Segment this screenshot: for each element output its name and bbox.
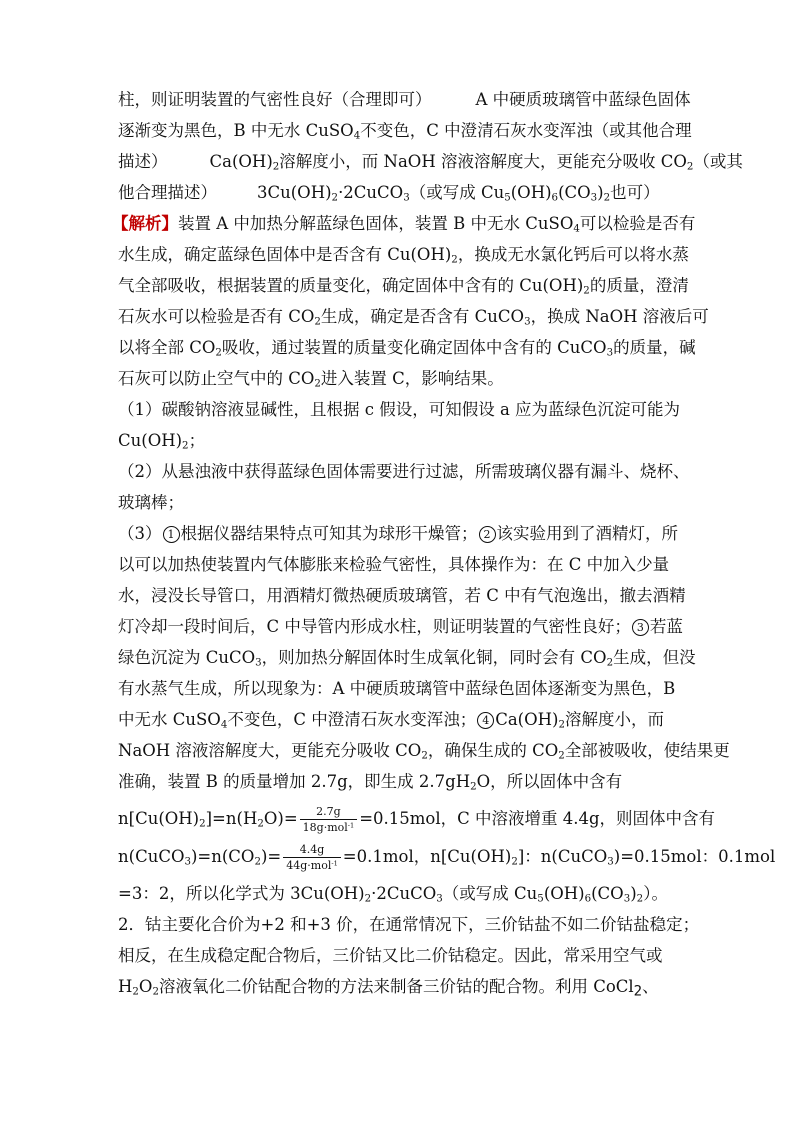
formula: )=: [260, 847, 282, 866]
subscript: 2: [606, 657, 614, 669]
answer-text: （或其: [693, 152, 743, 171]
subscript: 5: [537, 893, 544, 905]
formula: =0.1mol，n[Cu(OH): [342, 847, 512, 866]
question-text: 相反，在生成稳定配合物后，三价钴又比二价钴稳定。因此，常采用空气或: [118, 946, 663, 965]
analysis-text: 石灰可以防止空气中的 CO: [118, 369, 315, 388]
q3-text: 生成，但没: [613, 648, 696, 667]
subscript: 2: [331, 192, 339, 204]
subscript: 5: [504, 192, 511, 204]
superscript: -1: [347, 821, 355, 830]
subscript: 2: [636, 893, 644, 905]
q3-text: 溶解度小，而: [565, 710, 664, 729]
question-2-line-1: [118, 915, 699, 937]
q3-text: O，所以固体中含有: [476, 772, 623, 791]
q2-line-2: [118, 493, 184, 515]
circled-number: 1: [163, 526, 180, 543]
analysis-text: 进入装置 C，影响结果。: [320, 369, 504, 388]
subscript: 2: [152, 986, 159, 998]
q3-text: 水，浸没长导管口，用酒精灯微热硬质玻璃管，若 C 中有气泡逸出，撤去酒精: [118, 586, 686, 605]
q2-line-1: [118, 462, 690, 484]
formula: ·2CuCO: [338, 183, 404, 202]
subscript: 3: [436, 893, 443, 905]
q3-text: 若蓝: [649, 617, 683, 636]
subscript: 2: [470, 781, 477, 793]
subscript: 2: [272, 161, 280, 173]
answer-line-2: [118, 121, 692, 143]
formula: O: [138, 977, 153, 996]
answer-text: （或写成 Cu: [409, 183, 505, 202]
q3-line-12: [118, 884, 668, 906]
analysis-text: 吸收，通过装置的质量变化确定固体中含有的 CuCO: [221, 338, 607, 357]
q1-line-2: [118, 431, 205, 453]
q3-text: 该实验用到了酒精灯，所: [496, 524, 678, 543]
formula: 3Cu(OH): [257, 183, 332, 202]
fraction-numerator: 4.4g: [283, 843, 341, 858]
q3-text: ）。: [643, 884, 668, 903]
answer-text: 逐渐变为黑色，B 中无水 CuSO: [118, 121, 354, 140]
q3-text: 准确，装置 B 的质量增加 2.7g，即生成 2.7gH: [118, 772, 471, 791]
analysis-text: 装置 A 中加热分解蓝绿色固体，装置 B 中无水 CuSO: [178, 214, 574, 233]
circled-number: 3: [632, 619, 649, 636]
subscript: 4: [573, 223, 580, 235]
analysis-line-1: [112, 214, 695, 236]
answer-text: Ca(OH): [209, 152, 273, 171]
formula: ): [597, 183, 604, 202]
answer-text: 也可）: [610, 183, 660, 202]
fraction: [283, 843, 341, 872]
q3-text: 绿色沉淀为 CuCO: [118, 648, 256, 667]
formula: ]：n(CuCO: [517, 847, 608, 866]
answer-line-1: [118, 90, 691, 112]
question-text: 2．钴主要化合价为+2 和+3 价，在通常情况下，三价钴盐不如二价钴盐稳定；: [118, 915, 700, 934]
subscript: 2: [132, 986, 139, 998]
subscript: 3: [255, 657, 262, 669]
subscript: 2: [254, 856, 261, 868]
q3-line-6: [118, 679, 675, 701]
subscript: 2: [558, 719, 565, 731]
q3-text: NaOH 溶液溶解度大，更能充分吸收 CO: [118, 741, 422, 760]
formula: ]=n(H: [205, 809, 258, 828]
q3-text: 有水蒸气生成，所以现象为：A 中硬质玻璃管中蓝绿色固体逐渐变为黑色，B: [118, 679, 676, 698]
analysis-line-3: [118, 276, 689, 298]
q3-text: =0.15mol，C 中溶液增重 4.4g，则固体中含有: [359, 809, 716, 828]
q3-text: 灯冷却一段时间后，C 中导管内形成水柱，则证明装置的气密性良好；: [118, 617, 631, 636]
question-text: 溶液氧化二价钴配合物的方法来制备三价钴的配合物。利用 CoCl: [158, 977, 634, 996]
q3-text: ，则加热分解固体时生成氧化铜，同时会有 CO: [261, 648, 607, 667]
q1-text: ；: [188, 431, 206, 450]
question-2-line-3: [118, 977, 659, 999]
formula: H: [118, 977, 133, 996]
subscript: 3: [184, 856, 191, 868]
subscript: 2: [215, 347, 222, 359]
subscript: 2: [257, 818, 264, 830]
analysis-line-4: [118, 307, 709, 329]
answer-line-3: [118, 152, 743, 174]
q3-text: 全部被吸收，使结果更: [564, 741, 730, 760]
q3-text: 以可以加热使装置内气体膨胀来检验气密性，具体操作为：在 C 中加入少量: [118, 555, 670, 574]
circled-number: 2: [479, 526, 496, 543]
formula: (OH): [543, 884, 585, 903]
subscript: 2: [603, 192, 611, 204]
formula: n(CuCO: [118, 847, 185, 866]
q2-text: 玻璃棒；: [118, 493, 184, 512]
q3-line-3: [118, 586, 686, 608]
formula: (OH): [510, 183, 552, 202]
answer-line-4: [118, 183, 660, 205]
denominator-text: 44g·mol: [286, 859, 332, 872]
analysis-text: 的质量，澄清: [589, 276, 689, 295]
answer-text: 不变色，C 中澄清石灰水变浑浊（或其他合理: [360, 121, 692, 140]
subscript: 2: [314, 378, 321, 390]
denominator-text: 18g·mol: [302, 821, 348, 834]
subscript: 2: [511, 856, 518, 868]
subscript: 4: [220, 719, 228, 731]
answer-text: A 中硬质玻璃管中蓝绿色固体: [475, 90, 691, 109]
analysis-text: 可以检验是否有: [579, 214, 696, 233]
q3-line-1: [118, 524, 678, 546]
formula: ·2CuCO: [371, 884, 437, 903]
subscript: 2: [633, 983, 643, 1000]
circled-number: 4: [477, 712, 494, 729]
q3-line-9: [118, 772, 622, 794]
subscript: 2: [583, 285, 590, 297]
analysis-text: 石灰水可以检验是否有 CO: [118, 307, 315, 326]
formula: ): [630, 884, 637, 903]
answer-text: 柱，则证明装置的气密性良好（合理即可）: [118, 90, 432, 109]
analysis-text: ，换成无水氯化钙后可以将水蒸: [457, 245, 689, 264]
q3-text: 根据仪器结果特点可知其为球形干燥管；: [180, 524, 478, 543]
subscript: 6: [584, 893, 592, 905]
formula: n[Cu(OH): [118, 809, 200, 828]
answer-text: 他合理描述）: [118, 183, 217, 202]
analysis-text: 水生成，确定蓝绿色固体中是否含有 Cu(OH): [118, 245, 452, 264]
q2-text: （2）从悬浊液中获得蓝绿色固体需要进行过滤，所需玻璃仪器有漏斗、烧杯、: [118, 462, 690, 481]
subscript: 3: [606, 347, 614, 359]
subscript: 3: [623, 893, 631, 905]
formula: Ca(OH): [495, 710, 559, 729]
analysis-line-6: [118, 369, 504, 391]
fraction-denominator: [300, 820, 358, 834]
subscript: 3: [524, 316, 531, 328]
subscript: 2: [451, 254, 458, 266]
subscript: 3: [590, 192, 598, 204]
subscript: 2: [558, 750, 565, 762]
q3-text: ，确保生成的 CO: [427, 741, 559, 760]
q3-line-4: [118, 617, 683, 639]
analysis-text: ，换成 NaOH 溶液后可: [530, 307, 709, 326]
q3-text: （或写成 Cu: [442, 884, 538, 903]
answer-text: 描述）: [118, 152, 168, 171]
q3-text: =3：2，所以化学式为 3Cu(OH): [118, 884, 365, 903]
analysis-text: 以将全部 CO: [118, 338, 216, 357]
formula: Cu(OH): [118, 431, 183, 450]
q3-line-7: [118, 710, 664, 732]
formula: O)=: [263, 809, 298, 828]
answer-text: 溶解度小，而 NaOH 溶液溶解度大，更能充分吸收 CO: [279, 152, 687, 171]
q3-line-2: [118, 555, 669, 577]
q3-line-11: [118, 840, 775, 874]
subscript: 4: [353, 130, 361, 142]
subscript: 2: [686, 161, 694, 173]
formula: (CO: [591, 884, 624, 903]
subscript: 2: [199, 818, 206, 830]
q3-line-10: [118, 802, 715, 836]
formula: )=0.15mol：0.1mol: [613, 847, 776, 866]
fraction-denominator: [283, 858, 341, 872]
q1-text: （1）碳酸钠溶液显碱性，且根据 c 假设，可知假设 a 应为蓝绿色沉淀可能为: [118, 400, 681, 419]
subscript: 3: [403, 192, 410, 204]
q1-line-1: [118, 400, 680, 422]
q3-text: 不变色，C 中澄清石灰水变浑浊；: [227, 710, 477, 729]
formula: )=n(CO: [190, 847, 255, 866]
q3-text: （3）: [118, 524, 162, 543]
analysis-text: 气全部吸收，根据装置的质量变化，确定固体中含有的 Cu(OH): [118, 276, 584, 295]
subscript: 2: [421, 750, 428, 762]
subscript: 2: [314, 316, 321, 328]
analysis-text: 的质量，碱: [613, 338, 696, 357]
fraction-numerator: 2.7g: [300, 805, 358, 820]
subscript: 2: [182, 440, 189, 452]
q3-line-8: [118, 741, 730, 763]
question-text: 、: [642, 977, 659, 996]
question-2-line-2: [118, 946, 663, 968]
subscript: 3: [607, 856, 614, 868]
superscript: -1: [331, 859, 338, 868]
analysis-line-2: [118, 245, 689, 267]
q3-line-5: [118, 648, 696, 670]
analysis-line-5: [118, 338, 696, 360]
subscript: 6: [551, 192, 559, 204]
formula: (CO: [558, 183, 591, 202]
subscript: 2: [364, 893, 372, 905]
fraction: [300, 805, 358, 834]
q3-text: 中无水 CuSO: [118, 710, 221, 729]
analysis-tag: 【解析】: [112, 214, 178, 233]
analysis-text: 生成，确定是否含有 CuCO: [320, 307, 525, 326]
